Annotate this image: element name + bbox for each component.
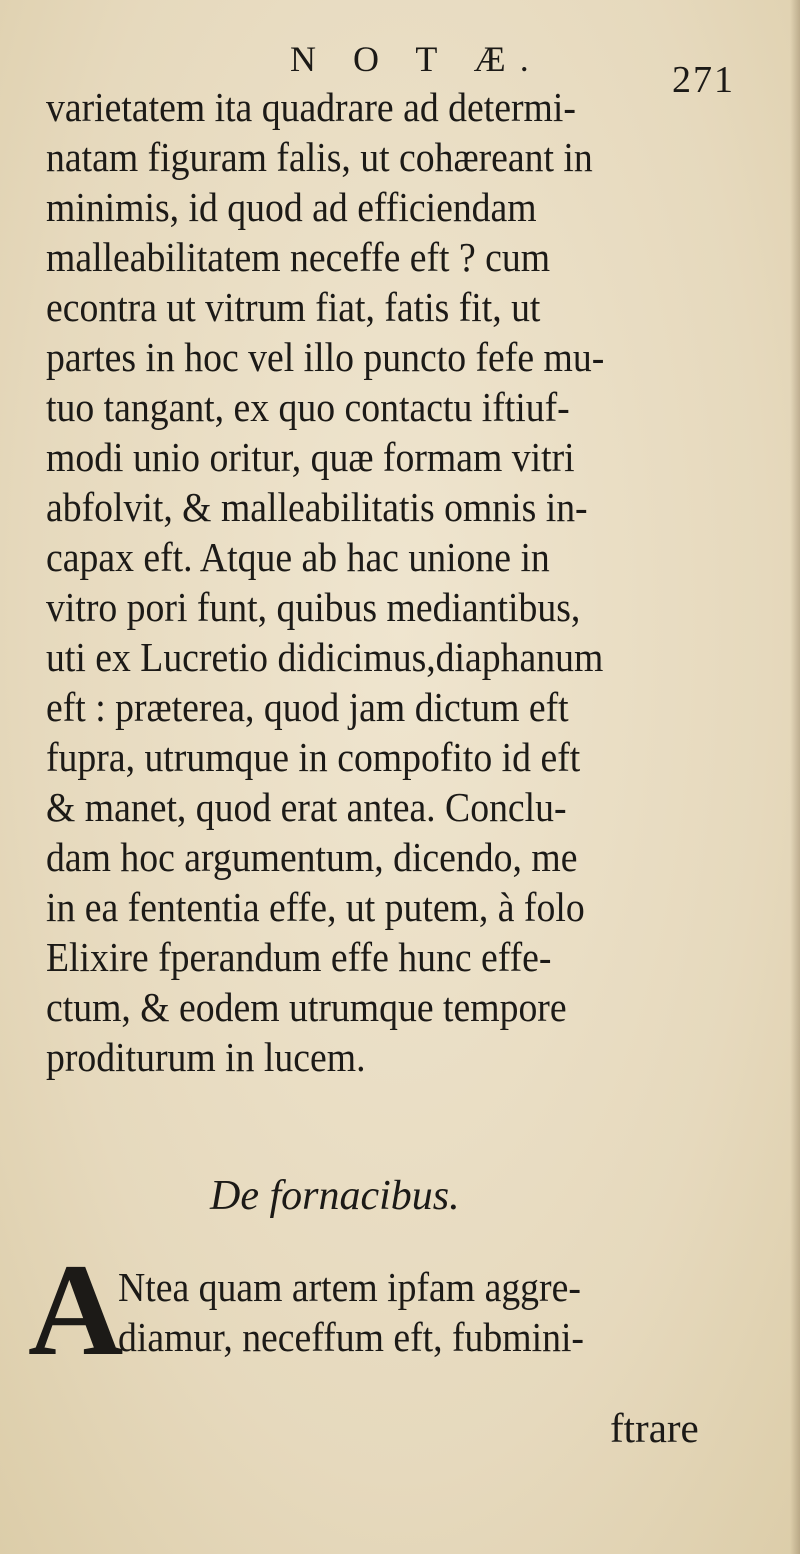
text-line: ctum, & eodem utrumque tempore [46, 984, 567, 1030]
text-line: partes in hoc vel illo puncto fefe mu- [46, 334, 605, 380]
text-line: abfolvit, & malleabilitatis omnis in- [46, 484, 588, 530]
section-title: De fornacibus. [210, 1173, 460, 1219]
text-line: modi unio oritur, quæ formam vitri [46, 434, 575, 480]
text-line: proditurum in lucem. [46, 1034, 366, 1080]
text-line: tuo tangant, ex quo contactu iftiuf- [46, 384, 570, 430]
text-line: fupra, utrumque in compofito id eft [46, 734, 581, 780]
main-paragraph [46, 82, 710, 1082]
text-line: econtra ut vitrum fiat, fatis fit, ut [46, 284, 541, 330]
running-head: N O T Æ. [290, 39, 543, 79]
page-number: 271 [672, 59, 735, 101]
text-line: & manet, quod erat antea. Conclu- [46, 784, 567, 830]
text-line: uti ex Lucretio didicimus,diaphanum [46, 634, 604, 680]
text-line: dam hoc argumentum, dicendo, me [46, 834, 578, 880]
text-line: eft : præterea, quod jam dictum eft [46, 684, 569, 730]
page-edge-shadow [790, 0, 800, 1554]
text-line: natam figuram falis, ut cohæreant in [46, 134, 593, 180]
text-line: in ea fententia effe, ut putem, à folo [46, 884, 585, 930]
text-line: varietatem ita quadrare ad determi- [46, 84, 576, 130]
text-line: diamur, neceffum eft, fubmini- [118, 1314, 584, 1360]
text-line: malleabilitatem neceffe eft ? cum [46, 234, 551, 280]
text-line: vitro pori funt, quibus mediantibus, [46, 584, 581, 630]
text-line: Elixire fperandum effe hunc effe- [46, 934, 552, 980]
second-paragraph [118, 1262, 688, 1362]
catchword: ftrare [610, 1405, 699, 1451]
text-line: minimis, id quod ad efficiendam [46, 184, 537, 230]
drop-capital: A [28, 1236, 124, 1383]
text-line: capax eft. Atque ab hac unione in [46, 534, 550, 580]
text-line: Ntea quam artem ipfam aggre- [118, 1264, 581, 1310]
